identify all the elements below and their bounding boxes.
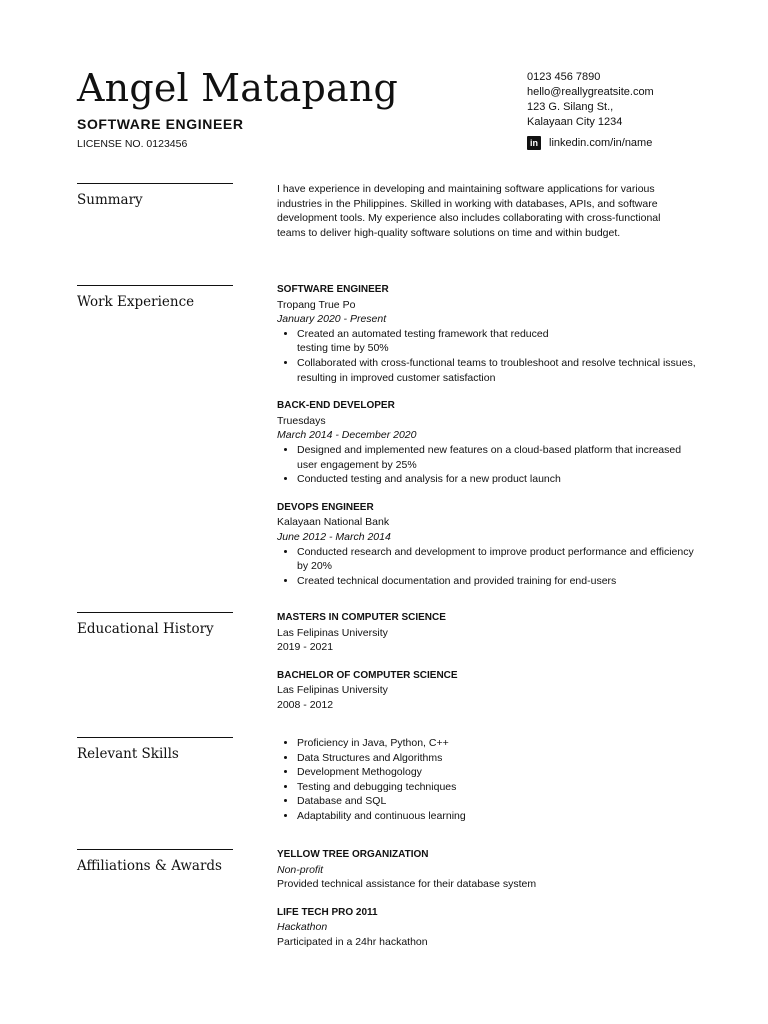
linkedin-contact[interactable] [527, 136, 652, 150]
skill-item: • Testing and debugging techniques [297, 780, 697, 795]
job-title: SOFTWARE ENGINEER [277, 284, 389, 295]
affiliation-entry [277, 906, 697, 950]
affiliation-name: YELLOW TREE ORGANIZATION [277, 849, 429, 860]
job-title: DEVOPS ENGINEER [277, 501, 374, 513]
education-list [277, 611, 697, 727]
section-divider [77, 183, 233, 184]
phone-number: 0123 456 7890 [527, 71, 601, 83]
job-bullets [277, 545, 697, 589]
job-title: BACK-END DEVELOPER [277, 400, 395, 412]
education-years: 2008 - 2012 [277, 698, 334, 711]
education-heading: Educational History [77, 621, 214, 637]
job-dates: June 2012 - March 2014 [277, 530, 391, 543]
job-company: Truesdays [277, 414, 326, 427]
skill-item: • Database and SQL [297, 794, 697, 809]
section-divider [77, 612, 233, 613]
affiliation-name: LIFE TECH PRO 2011 [277, 906, 378, 918]
job-bullet: • Conducted testing and analysis for a new product launch [297, 472, 697, 487]
linkedin-icon: in [527, 136, 541, 150]
skill-item: • Adaptability and continuous learning [297, 809, 697, 824]
summary-heading: Summary [77, 192, 143, 208]
job-bullet: • Created technical documentation and provided training for end-users [297, 574, 697, 589]
affiliations-heading: Affiliations & Awards [77, 858, 222, 874]
job-bullet: • Designed and implemented new features on a cloud-based platform that increased user engagement by 25% [297, 443, 697, 472]
skill-item: • Proficiency in Java, Python, C++ [297, 736, 697, 751]
address-line-1: 123 G. Silang St., [527, 101, 614, 113]
job-entry [277, 501, 697, 589]
affiliation-description: Provided technical assistance for their database system [277, 878, 537, 891]
skill-item: • Development Methogology [297, 765, 697, 780]
contact-block [527, 70, 654, 130]
affiliations-list [277, 848, 697, 964]
affiliation-description: Participated in a 24hr hackathon [277, 935, 428, 948]
affiliation-type: Hackathon [277, 921, 328, 934]
affiliation-type: Non-profit [277, 863, 324, 876]
section-divider [77, 737, 233, 738]
degree-title: BACHELOR OF COMPUTER SCIENCE [277, 669, 458, 681]
education-years: 2019 - 2021 [277, 641, 334, 654]
job-entry [277, 283, 697, 385]
candidate-name: Angel Matapang [77, 66, 399, 110]
job-entry [277, 399, 697, 487]
education-entry [277, 669, 697, 713]
job-company: Kalayaan National Bank [277, 516, 390, 529]
education-entry [277, 611, 697, 655]
section-divider [77, 285, 233, 286]
linkedin-url[interactable]: linkedin.com/in/name [549, 137, 653, 149]
job-bullet: • Collaborated with cross-functional teams to troubleshoot and resolve technical issues, resulting in improved customer satisfaction [297, 356, 697, 385]
degree-title: MASTERS IN COMPUTER SCIENCE [277, 612, 446, 623]
affiliation-entry [277, 848, 697, 892]
job-role: SOFTWARE ENGINEER [77, 116, 244, 132]
summary-text: I have experience in developing and maintaining software applications for various industries in the Philippines. Skilled in working with databases, APIs, and software development tools. My experience also includes collaborating with cross-functional teams to deliver high-quality software solutions on time and within budget. [277, 183, 661, 239]
license-number: LICENSE NO. 0123456 [77, 138, 188, 150]
job-bullets [277, 327, 697, 385]
job-bullet: • Conducted research and development to improve product performance and efficiency by 20% [297, 545, 697, 574]
school-name: Las Felipinas University [277, 626, 388, 639]
skills-bullets [277, 736, 697, 824]
section-divider [77, 849, 233, 850]
skill-item: • Data Structures and Algorithms [297, 751, 697, 766]
job-bullet: • Created an automated testing framework that reduced testing time by 50% [297, 327, 567, 356]
skills-list [277, 736, 697, 824]
work-experience-list [277, 283, 697, 602]
skills-heading: Relevant Skills [77, 746, 179, 762]
job-bullets [277, 443, 697, 487]
job-dates: January 2020 - Present [277, 313, 387, 326]
work-experience-heading: Work Experience [77, 294, 195, 310]
address-line-2: Kalayaan City 1234 [527, 116, 623, 128]
school-name: Las Felipinas University [277, 684, 388, 697]
email-address[interactable]: hello@reallygreatsite.com [527, 86, 654, 98]
job-company: Tropang True Po [277, 298, 356, 311]
job-dates: March 2014 - December 2020 [277, 429, 417, 442]
